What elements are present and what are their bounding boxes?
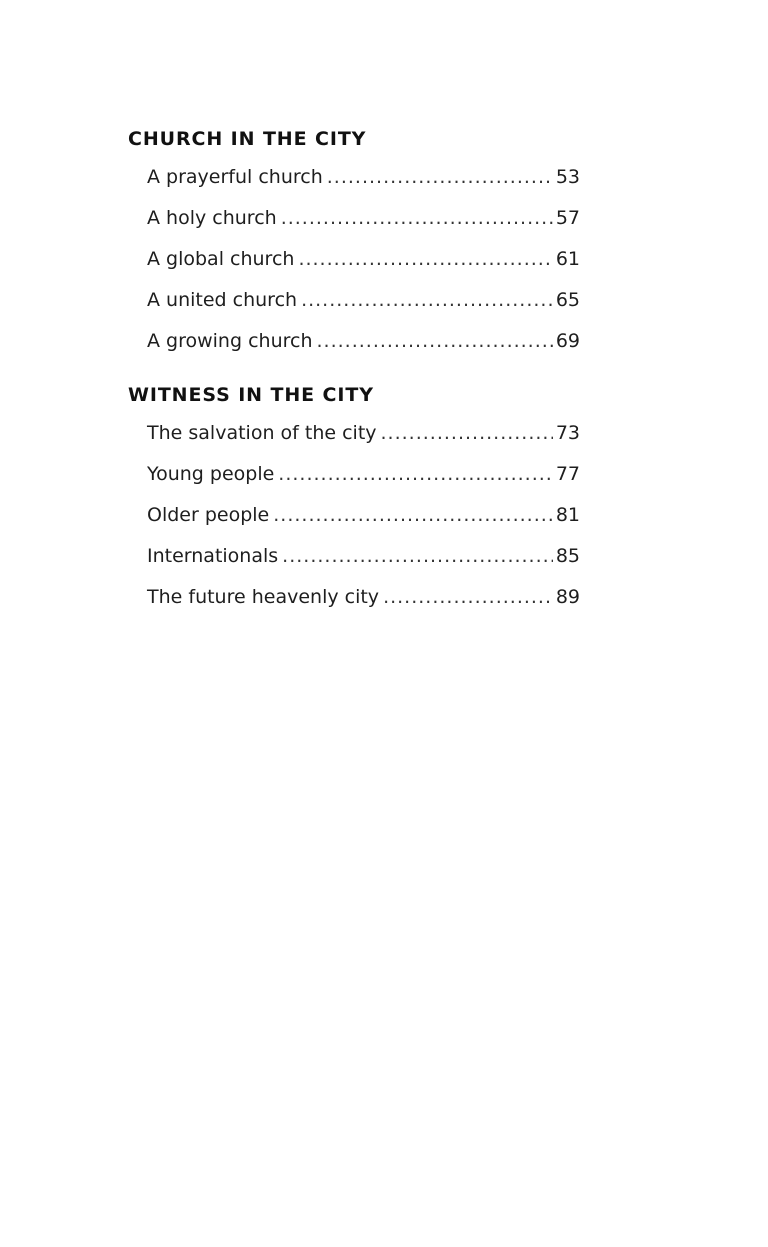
table-of-contents [128, 121, 580, 618]
toc-entry[interactable] [147, 413, 580, 454]
dot-leader [317, 321, 553, 362]
toc-entry-title: Young people [147, 463, 275, 485]
dot-leader [282, 536, 553, 577]
toc-entry-title: Older people [147, 504, 270, 526]
toc-entry[interactable] [147, 321, 580, 362]
toc-section-witness-in-the-city [128, 377, 580, 618]
toc-entry-page: 65 [555, 289, 580, 311]
toc-entry-title: The salvation of the city [147, 422, 377, 444]
dot-leader [281, 198, 553, 239]
toc-entry[interactable] [147, 157, 580, 198]
section-heading: WITNESS IN THE CITY [128, 384, 374, 406]
dot-leader [273, 495, 553, 536]
toc-entry[interactable] [147, 239, 580, 280]
toc-entry[interactable] [147, 536, 580, 577]
dot-leader [301, 280, 553, 321]
dot-leader [278, 454, 553, 495]
toc-entry[interactable] [147, 454, 580, 495]
toc-entry-page: 85 [555, 545, 580, 567]
toc-entry-title: A prayerful church [147, 166, 323, 188]
toc-entry[interactable] [147, 577, 580, 618]
toc-entry[interactable] [147, 495, 580, 536]
toc-entries [128, 157, 580, 362]
toc-entry-page: 81 [555, 504, 580, 526]
dot-leader [327, 157, 553, 198]
toc-entry-title: A growing church [147, 330, 313, 352]
toc-entry-page: 89 [555, 586, 580, 608]
toc-entry-title: A united church [147, 289, 298, 311]
toc-entry-page: 69 [555, 330, 580, 352]
dot-leader [298, 239, 552, 280]
toc-entry-title: Internationals [147, 545, 279, 567]
toc-entry-title: A holy church [147, 207, 277, 229]
toc-entry-page: 61 [555, 248, 580, 270]
toc-section-church-in-the-city [128, 121, 580, 362]
toc-entry[interactable] [147, 280, 580, 321]
section-heading: CHURCH IN THE CITY [128, 128, 367, 150]
dot-leader [381, 413, 553, 454]
toc-entry-page: 57 [555, 207, 580, 229]
toc-entry-title: The future heavenly city [147, 586, 380, 608]
toc-entry-page: 53 [555, 166, 580, 188]
dot-leader [383, 577, 553, 618]
toc-entry-page: 73 [555, 422, 580, 444]
toc-entry-title: A global church [147, 248, 295, 270]
toc-entry-page: 77 [555, 463, 580, 485]
toc-entries [128, 413, 580, 618]
toc-entry[interactable] [147, 198, 580, 239]
